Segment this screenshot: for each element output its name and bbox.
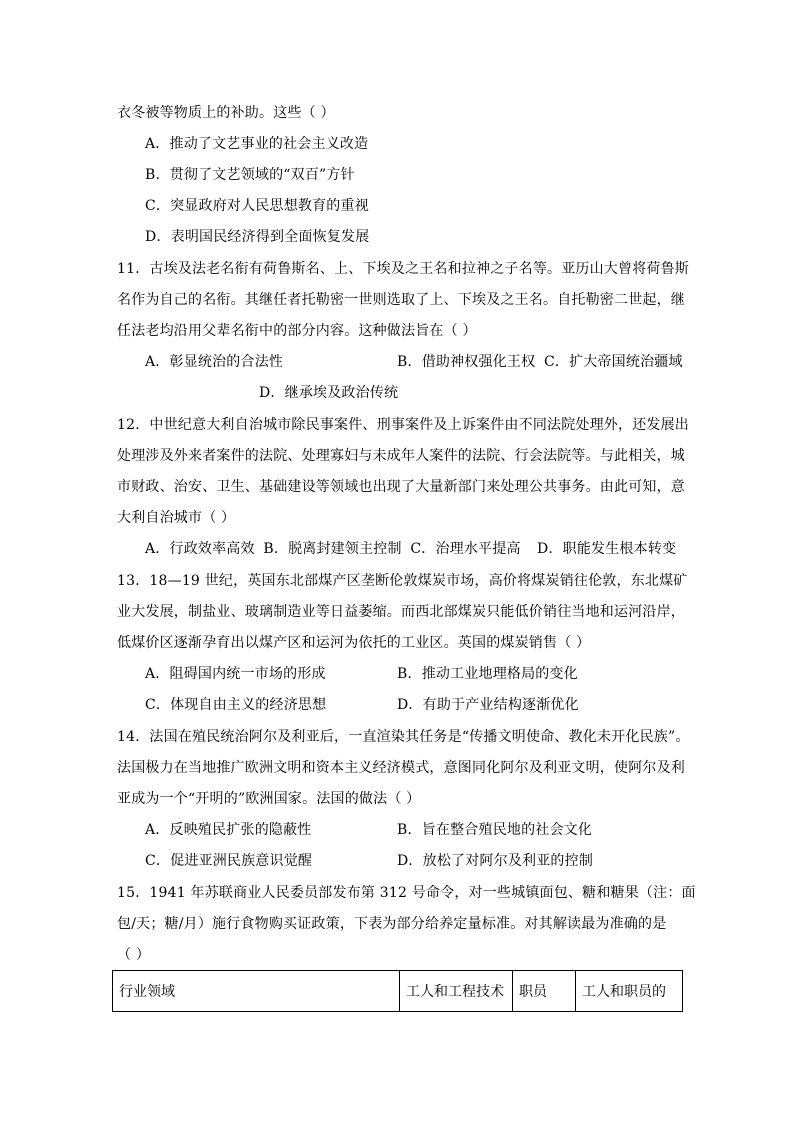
q15-stem-line-3: （ ） [117, 947, 151, 963]
q10-option-b: B．贯彻了文艺领域的“双百”方针 [145, 167, 355, 183]
q13-option-a: A．阻碍国内统一市场的形成 [145, 666, 326, 682]
q13-option-d: D．有助于产业结构逐渐优化 [397, 697, 579, 713]
q14-stem-line-2: 法国极力在当地推广欧洲文明和资本主义经济模式，意图同化阿尔及利亚文明，使阿尔及利 [117, 760, 685, 776]
q12-stem-line-2: 处理涉及外来者案件的法院、处理寡妇与未成年人案件的法院、行会法院等。与此相关，城 [117, 448, 685, 464]
q12-stem-line-3: 市财政、治安、卫生、基础建设等领域也出现了大量新部门来处理公共事务。由此可知，意 [117, 479, 685, 495]
q10-option-a: A．推动了文艺事业的社会主义改造 [145, 136, 369, 152]
q11-option-bc-row [397, 353, 683, 371]
q14-option-b: B．旨在整合殖民地的社会文化 [397, 822, 593, 838]
q12-stem-line-4: 大利自治城市（ ） [117, 510, 236, 526]
q12-option-d: D．职能发生根本转变 [537, 541, 677, 557]
q10-stem-end: 衣冬被等物质上的补助。这些（ ） [117, 105, 335, 121]
table-header-cell: 职员 [513, 971, 576, 1012]
q11-stem-line-1: 11．古埃及法老名衔有荷鲁斯名、上、下埃及之王名和拉神之子名等。亚历山大曾将荷鲁斯 [117, 261, 690, 277]
q11-option-a: A．彰显统治的合法性 [145, 354, 284, 370]
q14-stem-line-1: 14．法国在殖民统治阿尔及利亚后，一直渲染其任务是“传播文明使命、教化未开化民族”。 [117, 729, 690, 745]
q11-option-b: B．借助神权强化王权 [397, 354, 536, 370]
q12-option-c: C．治理水平提高 [410, 541, 521, 557]
q14-option-c: C．促进亚洲民族意识觉醒 [145, 853, 313, 869]
q12-option-a: A．行政效率高效 [145, 541, 255, 557]
q11-option-c: C．扩大帝国统治疆域 [543, 354, 683, 370]
q12-option-b: B．脱离封建领主控制 [263, 541, 402, 557]
q15-stem-line-2: 包/天；糖/月）施行食物购买证政策，下表为部分给养定量标准。对其解读最为准确的是 [117, 916, 667, 932]
table-header-cell: 工人和职员的 [576, 971, 683, 1012]
q14-stem-line-3: 亚成为一个“开明的”欧洲国家。法国的做法（ ） [117, 791, 421, 807]
ration-standard-table [112, 970, 683, 1012]
q11-option-d: D．继承埃及政治传统 [259, 385, 399, 401]
q12-stem-line-1: 12．中世纪意大利自治城市除民事案件、刑事案件及上诉案件由不同法院处理外，还发展出 [117, 417, 690, 433]
q13-stem-line-3: 低煤价区逐渐孕育出以煤产区和运河为依托的工业区。英国的煤炭销售（ ） [117, 635, 591, 651]
q15-stem-line-1: 15．1941 年苏联商业人民委员部发布第 312 号命令，对一些城镇面包、糖和糖果（注：面 [117, 885, 696, 901]
table-header-cell: 行业领域 [113, 971, 400, 1012]
q11-stem-line-3: 任法老均沿用父辈名衔中的部分内容。这种做法旨在（ ） [117, 323, 477, 339]
q14-option-d: D．放松了对阿尔及利亚的控制 [397, 853, 594, 869]
q13-stem-line-1: 13．18—19 世纪，英国东北部煤产区垄断伦敦煤炭市场，高价将煤炭销往伦敦，东北煤矿 [117, 573, 688, 589]
q11-stem-line-2: 名作为自己的名衔。其继任者托勒密一世则选取了上、下埃及之王名。自托勒密二世起，继 [117, 292, 685, 308]
q12-options-row [145, 540, 521, 558]
table-header-cell: 工人和工程技术 [400, 971, 513, 1012]
q14-option-a: A．反映殖民扩张的隐蔽性 [145, 822, 312, 838]
q10-option-c: C．突显政府对人民思想教育的重视 [145, 198, 369, 214]
q10-option-d: D．表明国民经济得到全面恢复发展 [145, 229, 370, 245]
table-header-row [113, 971, 683, 1012]
q13-stem-line-2: 业大发展，制盐业、玻璃制造业等日益萎缩。而西北部煤炭只能低价销往当地和运河沿岸， [117, 604, 685, 620]
q13-option-b: B．推动工业地理格局的变化 [397, 666, 578, 682]
q13-option-c: C．体现自由主义的经济思想 [145, 697, 327, 713]
